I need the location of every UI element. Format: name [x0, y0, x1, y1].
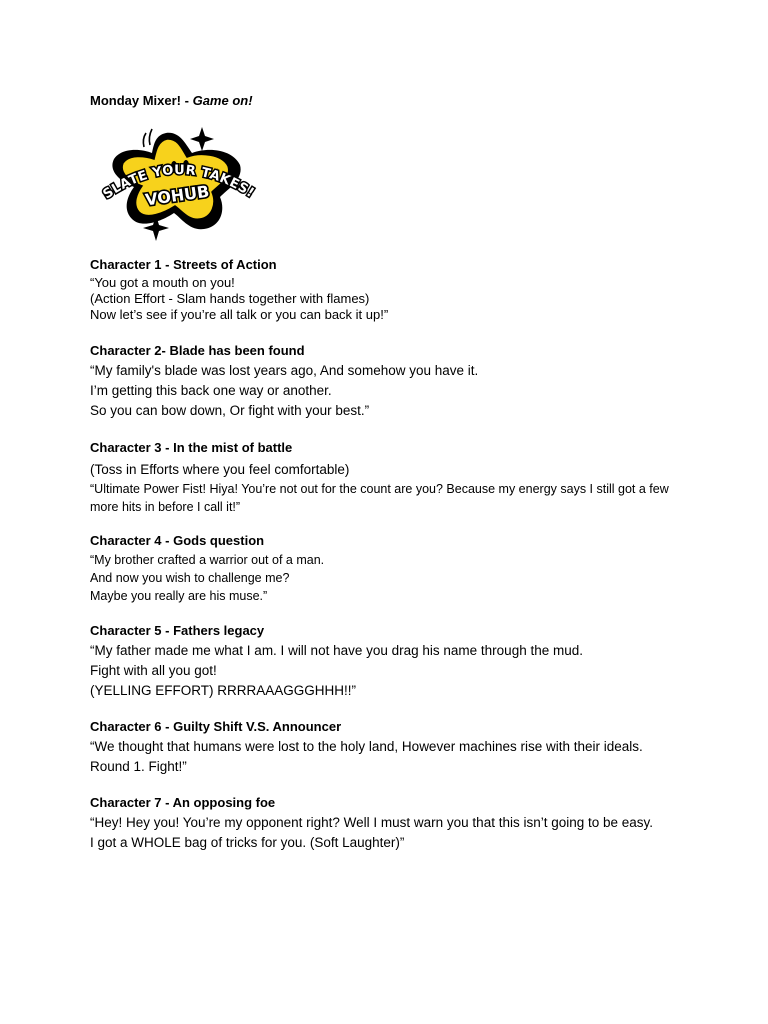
dialogue-line: “Hey! Hey you! You’re my opponent right? Well I must warn you that this isn’t going to be easy.	[90, 815, 654, 830]
logo-text-bottom: VOHUB	[144, 181, 211, 210]
character-section-7	[90, 795, 690, 853]
dialogue-line: “We thought that humans were lost to the holy land, However machines rise with their ideals.	[90, 739, 643, 754]
document-title-main: Monday Mixer! -	[90, 93, 193, 108]
dialogue-line: (Action Effort - Slam hands together with flames)	[90, 291, 370, 306]
dialogue-line: “My father made me what I am. I will not have you drag his name through the mud.	[90, 643, 583, 658]
dialogue-line: (Toss in Efforts where you feel comfortable)	[90, 462, 350, 477]
dialogue-line: I’m getting this back one way or another.	[90, 383, 332, 398]
section-heading: Character 2- Blade has been found	[90, 343, 305, 358]
dialogue-line: I got a WHOLE bag of tricks for you. (Soft Laughter)”	[90, 835, 405, 850]
dialogue-line: Maybe you really are his muse.”	[90, 589, 268, 603]
character-section-1	[90, 257, 690, 323]
dialogue-line: Now let’s see if you’re all talk or you can back it up!”	[90, 307, 389, 322]
dialogue-line: “My brother crafted a warrior out of a man.	[90, 553, 325, 567]
dialogue-line: (YELLING EFFORT) RRRRAAAGGGHHH!!”	[90, 683, 357, 698]
section-heading: Character 7 - An opposing foe	[90, 795, 276, 810]
dialogue-line: Round 1. Fight!”	[90, 759, 187, 774]
star-logo-icon	[94, 119, 258, 245]
section-heading: Character 3 - In the mist of battle	[90, 440, 293, 455]
character-section-2	[90, 343, 690, 421]
dialogue-line: And now you wish to challenge me?	[90, 571, 290, 585]
logo-text-top: SLATE YOUR TAKES!	[100, 162, 257, 203]
document-title	[90, 92, 690, 109]
document-page	[90, 92, 690, 853]
dialogue-line: “You got a mouth on you!	[90, 275, 235, 290]
section-heading: Character 6 - Guilty Shift V.S. Announcer	[90, 719, 342, 734]
section-heading: Character 5 - Fathers legacy	[90, 623, 265, 638]
character-section-3	[90, 440, 690, 516]
dialogue-line: Fight with all you got!	[90, 663, 217, 678]
document-title-sub: Game on!	[192, 93, 253, 108]
character-section-5	[90, 623, 690, 701]
dialogue-line: “My family's blade was lost years ago, And somehow you have it.	[90, 363, 479, 378]
character-section-6	[90, 719, 690, 777]
section-heading: Character 1 - Streets of Action	[90, 257, 277, 272]
character-section-4	[90, 533, 690, 605]
dialogue-line: “Ultimate Power Fist! Hiya! You’re not out for the count are you? Because my energy says I still got a few more hits in before I call it!”	[90, 482, 669, 514]
dialogue-line: So you can bow down, Or fight with your best.”	[90, 403, 370, 418]
section-heading: Character 4 - Gods question	[90, 533, 265, 548]
